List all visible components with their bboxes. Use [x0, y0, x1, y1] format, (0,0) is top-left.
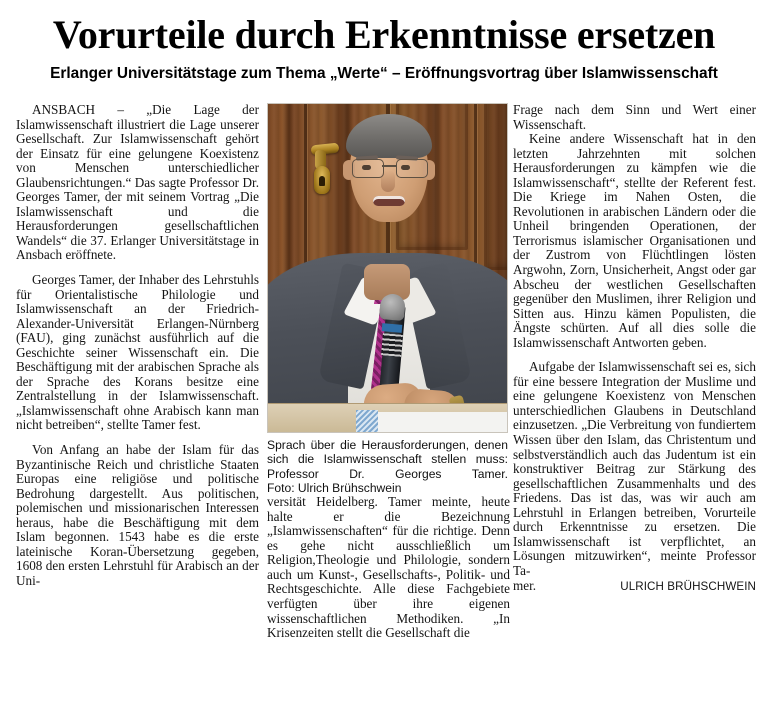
paper-sheet [376, 412, 507, 432]
paragraph-tail: mer. [513, 577, 537, 593]
hair [346, 114, 432, 158]
eyeglass-lens-right [396, 159, 428, 178]
eyeglass-lens-left [352, 159, 384, 178]
paragraph: versität Heidelberg. Tamer meinte, heute halte er die Bezeichnung „Islamwissenschaften“ für die richtige. Denn es gehe nicht ausschließlich um Religion,Theologie und Philologie, sondern auch um Kunst-, Gesellschafts-, Politik- und Rechtsgeschichte. Alle diese Fachgebiete verfügten über ihre eigenen wissenschaftlichen Methodiken. „In Krisenzeiten stellt die Gesellschaft die [267, 494, 510, 641]
paragraph: Georges Tamer, der Inhaber des Lehrstuhls für Orientalistische Philologie und Islamwissenschaft an der Friedrich-Alexander-Universität Erlangen-Nürnberg (FAU), ging zunächst ausführlich auf die Geschichte seiner Wissenschaft ein. Die Beschäftigung mit der arabischen Sprache als der Sprache des Korans besitze eine Zentralstellung in der Islamwissenschaft. „Islamwissenschaft ohne Arabisch kann man nicht betreiben“, stellte Tamer fest. [16, 272, 259, 433]
photo-caption [267, 438, 508, 495]
eyeglass-bridge [382, 165, 396, 167]
subheadline: Erlanger Universitätstage zum Thema „Werte“ – Eröffnungsvortrag über Islamwissenschaft [50, 65, 718, 82]
photo-canvas [268, 104, 507, 432]
photo-credit: Foto: Ulrich Brühschwein [267, 480, 402, 495]
article-column-3 [513, 103, 756, 594]
article-photo [267, 103, 508, 433]
article-column-2 [267, 103, 510, 641]
mouth [373, 196, 405, 206]
paragraph-lead: ANSBACH – „Die Lage der Islamwissenschaft illustriert die Lage unserer Gesellschaft. Zur Islamwissenschaft gehört der Einsatz für eine gelungene Koexistenz von Menschen unterschiedlicher Glaubensrichtungen.“ Das sagte Professor Dr. Georges Tamer, der mit seinem Vortrag „Die Islamwissenschaft und die Herausforderungen gesellschaftlichen Wandels“ die 37. Erlanger Universitätstage in Ansbach eröffnete. [16, 102, 259, 263]
person-portrait [268, 104, 507, 432]
paper-folder [356, 410, 378, 432]
nose [381, 170, 395, 192]
photo-caption-text: Sprach über die Herausforderungen, denen sich die Islamwissenschaft stellen muss: Professor Dr. Georges Tamer. [267, 438, 508, 481]
article-column-1 [16, 103, 259, 589]
article-columns [16, 103, 760, 713]
page-title: Vorurteile durch Erkenntnisse ersetzen [52, 12, 716, 57]
author-byline: ULRICH BRÜHSCHWEIN [620, 579, 756, 593]
paragraph: Von Anfang an habe der Islam für das Byzantinische Reich und christliche Staaten Europas eine religiöse und politische Bedrohung dargestellt. Aus politischen, polemischen und missionarischen Interessen heraus, habe die Beschäftigung mit dem Islam begonnen. 1543 habe es die erste lateinische Koran-Übersetzung gegeben, 1608 den ersten Lehrstuhl für Arabisch an der Uni- [16, 442, 259, 588]
paragraph: Frage nach dem Sinn und Wert einer Wissenschaft. [513, 102, 756, 132]
paragraph: Aufgabe der Islamwissenschaft sei es, sich für eine bessere Integration der Muslime und eine gelungene Koexistenz von Menschen unterschiedlichen Glaubens in Deutschland einzusetzen. „Die Verbreitung von fundiertem Wissen über den Islam, das Christentum und selbstverständlich auch das Judentum ist ein konstruktiver Beitrag zur Stärkung des gesellschaftlichen Zusammenhalts und des Friedens. Das ist das, was wir auch am Lehrstuhl in Erlangen betreiben, Vorurteile durch Erkenntnisse zu ersetzen. Die Islamwissenschaft ist verpflichtet, an Lösungen mitzuwirken“, meinte Professor Ta- [513, 359, 756, 578]
paragraph: Keine andere Wissenschaft hat in den letzten Jahrzehnten mit solchen Herausforderungen zu kämpfen wie die Islamwissenschaft“, stellte der Referent fest. Die Kriege im Nahen Osten, die Revolutionen in arabischen Ländern oder die Unheil bringenden Operationen, der Terrorismus islamischer Organisationen und der Zustrom von Flüchtlingen lösten Argwohn, Zorn, Unsicherheit, Angst oder gar Abscheu der westlichen Gesellschaften gegenüber den Muslimen, ihrer Religion und Sitten aus. Hinzu kämen Populisten, die Ängste schürten. Auf all dies solle die Islamwissenschaft Antworten geben. [513, 131, 756, 350]
microphone-band [382, 323, 403, 333]
article-signoff [513, 579, 756, 595]
microphone-grille [381, 333, 403, 357]
